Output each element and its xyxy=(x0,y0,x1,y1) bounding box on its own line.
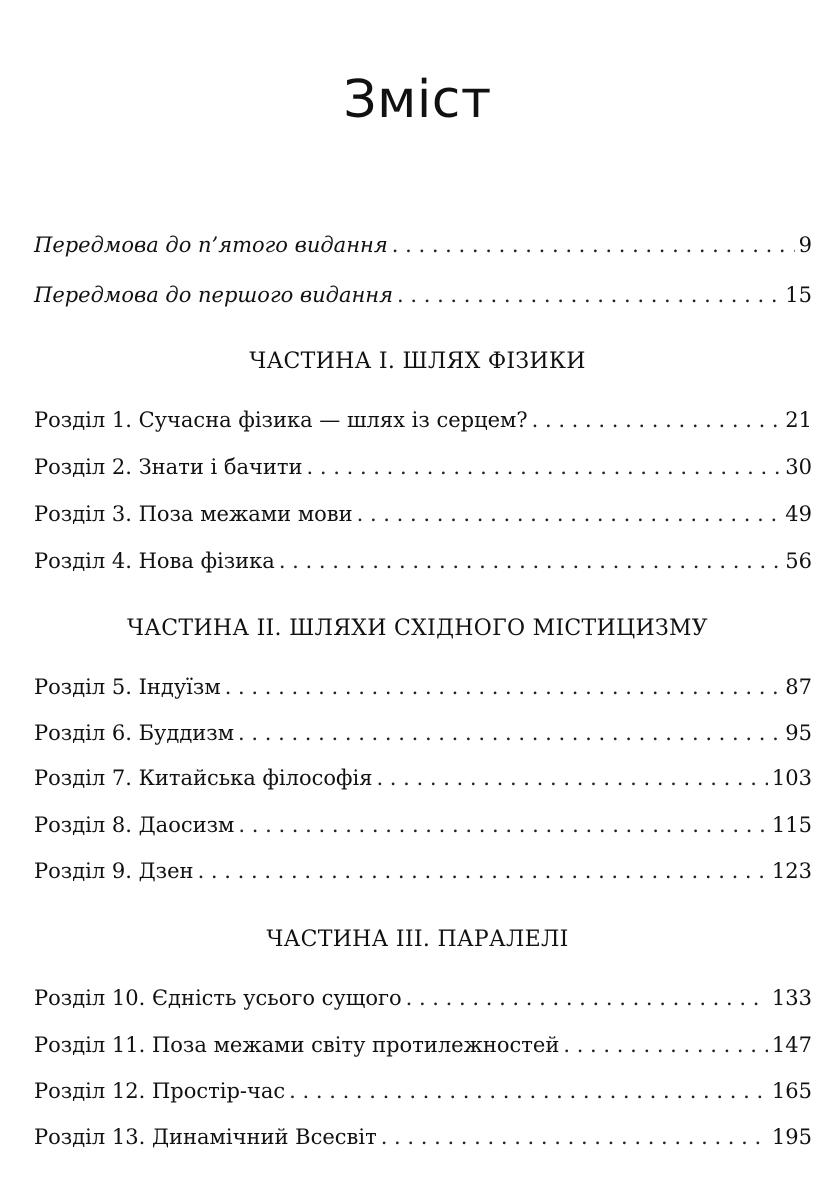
leader-dots xyxy=(238,810,768,840)
toc-entry-page: 56 xyxy=(785,549,812,573)
part-heading-1: ЧАСТИНА І. ШЛЯХ ФІЗИКИ xyxy=(249,349,586,374)
toc-entry-page: 15 xyxy=(785,283,812,307)
toc-entry-label: Передмова до п’ятого видання xyxy=(34,233,388,257)
leader-dots xyxy=(279,546,781,576)
toc-entry-label: Розділ 2. Знати і бачити xyxy=(34,455,303,479)
leader-dots xyxy=(289,1076,768,1106)
toc-entry-chapter-3[interactable] xyxy=(34,499,812,529)
toc-entry-label: Розділ 12. Простір-час xyxy=(34,1079,286,1103)
toc-entry-chapter-2[interactable] xyxy=(34,452,812,482)
toc-entry-label: Розділ 10. Єдність усього сущого xyxy=(34,986,402,1010)
toc-entry-page: 133 xyxy=(771,986,812,1010)
toc-entry-chapter-7[interactable] xyxy=(34,763,812,793)
toc-entry-label: Розділ 13. Динамічний Всесвіт xyxy=(34,1125,377,1149)
toc-entry-label: Розділ 9. Дзен xyxy=(34,859,194,883)
toc-entry-page: 30 xyxy=(785,455,812,479)
toc-entry-chapter-5[interactable] xyxy=(34,672,812,702)
toc-entry-page: 165 xyxy=(771,1079,812,1103)
leader-dots xyxy=(532,405,782,435)
toc-entry-page: 115 xyxy=(771,813,812,837)
toc-entry-chapter-8[interactable] xyxy=(34,810,812,840)
toc-entry-chapter-9[interactable] xyxy=(34,856,812,886)
toc-entry-label: Розділ 8. Даосизм xyxy=(34,813,235,837)
toc-entry-page: 95 xyxy=(785,721,812,745)
toc-entry-page: 49 xyxy=(785,502,812,526)
toc-entry-preface-5[interactable] xyxy=(34,230,812,260)
part-heading-2: ЧАСТИНА ІІ. ШЛЯХИ СХІДНОГО МІСТИЦИЗМУ xyxy=(126,616,709,641)
leader-dots xyxy=(307,452,782,482)
toc-entry-page: 9 xyxy=(798,233,812,257)
leader-dots xyxy=(238,718,781,748)
toc-entry-page: 21 xyxy=(785,408,812,432)
toc-entry-chapter-4[interactable] xyxy=(34,546,812,576)
toc-entry-label: Розділ 6. Буддизм xyxy=(34,721,235,745)
page-title: Зміст xyxy=(343,70,492,130)
toc-entry-label: Розділ 7. Китайська філософія xyxy=(34,766,373,790)
toc-entry-page: 87 xyxy=(785,675,812,699)
toc-entry-chapter-6[interactable] xyxy=(34,718,812,748)
leader-dots xyxy=(376,763,767,793)
part-heading-3: ЧАСТИНА ІІІ. ПАРАЛЕЛІ xyxy=(266,927,569,952)
leader-dots xyxy=(563,1030,768,1060)
toc-entry-label: Розділ 5. Індуїзм xyxy=(34,675,221,699)
toc-entry-chapter-1[interactable] xyxy=(34,405,812,435)
leader-dots xyxy=(357,499,782,529)
leader-dots xyxy=(381,1122,768,1152)
toc-entry-label: Розділ 1. Сучасна фізика — шлях із серцем? xyxy=(34,408,528,432)
leader-dots xyxy=(406,983,768,1013)
toc-entry-page: 147 xyxy=(771,1033,812,1057)
toc-entry-label: Розділ 3. Поза межами мови xyxy=(34,502,353,526)
toc-entry-label: Розділ 11. Поза межами світу протилежностей xyxy=(34,1033,560,1057)
leader-dots xyxy=(392,230,795,260)
leader-dots xyxy=(225,672,782,702)
toc-entry-page: 103 xyxy=(771,766,812,790)
toc-entry-page: 195 xyxy=(771,1125,812,1149)
toc-entry-label: Передмова до першого видання xyxy=(34,283,394,307)
toc-entry-chapter-12[interactable] xyxy=(34,1076,812,1106)
leader-dots xyxy=(198,856,768,886)
leader-dots xyxy=(397,280,781,310)
toc-entry-preface-1[interactable] xyxy=(34,280,812,310)
toc-entry-label: Розділ 4. Нова фізика xyxy=(34,549,275,573)
toc-entry-page: 123 xyxy=(771,859,812,883)
toc-entry-chapter-11[interactable] xyxy=(34,1030,812,1060)
toc-entry-chapter-10[interactable] xyxy=(34,983,812,1013)
toc-entry-chapter-13[interactable] xyxy=(34,1122,812,1152)
